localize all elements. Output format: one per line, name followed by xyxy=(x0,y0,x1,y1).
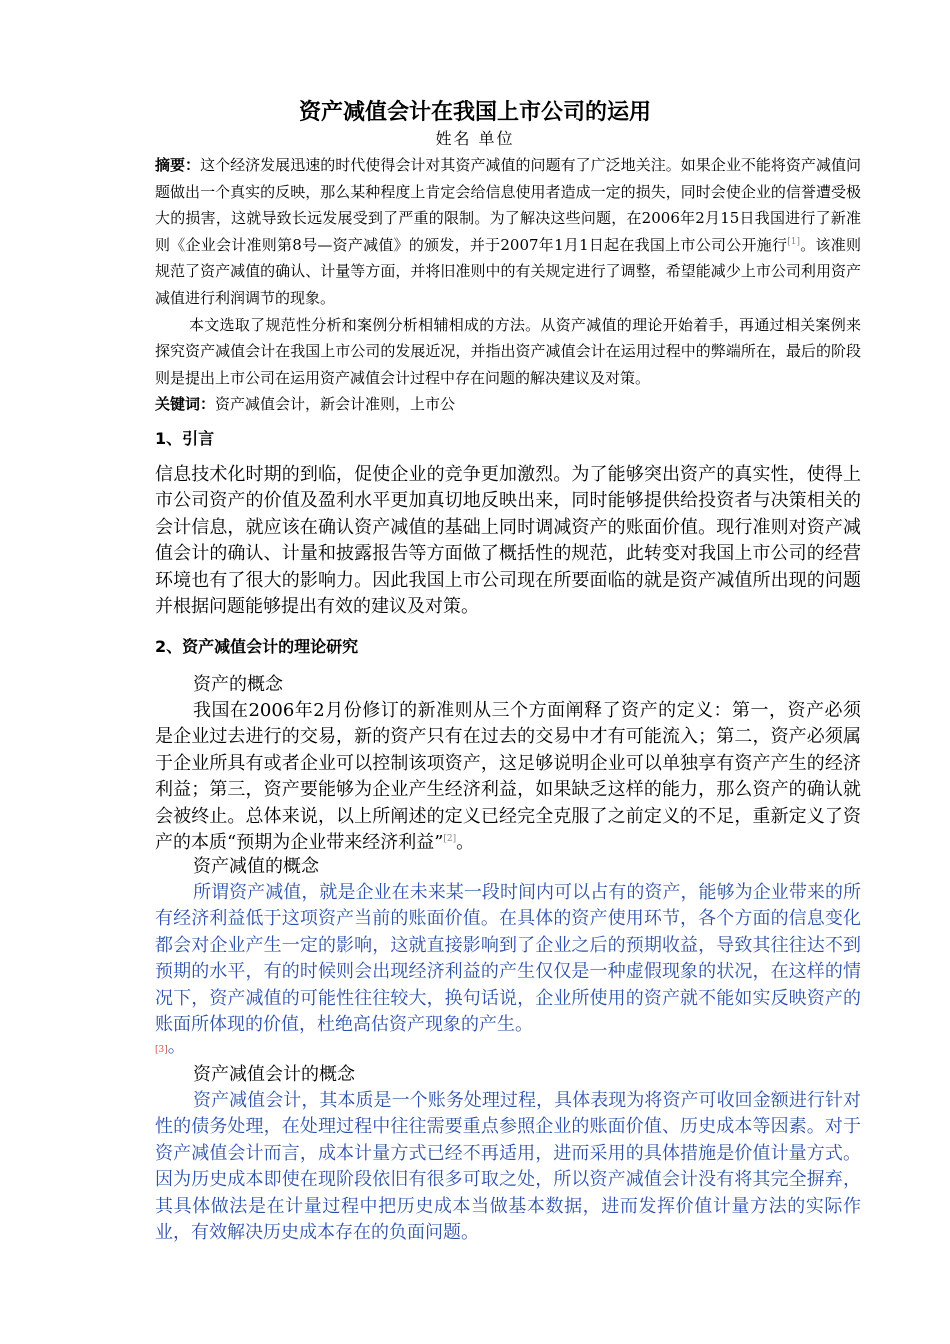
abstract-paragraph-2: 本文选取了规范性分析和案例分析相辅相成的方法。从资产减值的理论开始着手，再通过相关案例来探究资产减值会计在我国上市公司的发展近况，并指出资产减值会计在运用过程中的弊端所在，最后的阶段则是提出上市公司在运用资产减值会计过程中存在问题的解决建议及对策。 xyxy=(155,315,861,387)
abstract-paragraph xyxy=(155,152,861,312)
section-2-heading: 2、资产减值会计的理论研究 xyxy=(155,637,359,656)
keywords-label: 关键词： xyxy=(155,395,216,414)
abstract-label: 摘要： xyxy=(155,156,201,174)
subsection-impairment-accounting-body xyxy=(155,1088,861,1246)
citation-2: [2] xyxy=(443,834,457,845)
subsection-impairment-accounting-title: 资产减值会计的概念 xyxy=(193,1064,355,1085)
asset-concept-paragraph xyxy=(155,698,861,856)
impairment-concept-paragraph: 所谓资产减值，就是企业在未来某一段时间内可以占有的资产，能够为企业带来的所有经济利益低于这项资产当前的账面价值。在具体的资产使用环节，各个方面的信息变化都会对企业产生一定的影响，这就直接影响到了企业之后的预期收益，导致其往往达不到预期的水平，有的时候则会出现经济利益的产生仅仅是一种虚假现象的状况，在这样的情况下，资产减值的可能性往往较大，换句话说，企业所使用的资产就不能如实反映资产的账面所体现的价值，杜绝高估资产现象的产生。 xyxy=(155,882,861,1036)
section-1-body xyxy=(155,462,861,620)
paper-title: 资产减值会计在我国上市公司的运用 xyxy=(298,100,651,125)
impairment-concept-end: 。 xyxy=(167,1036,186,1058)
abstract-text-1: 这个经济发展迅速的时代使得会计对其资产减值的问题有了广泛地关注。如果企业不能将资产减值问题做出一个真实的反映，那么某种程度上肯定会给信息使用者造成一定的损失，同时会使企业的信誉遭受极大的损害，这就导致长远发展受到了严重的限制。为了解决这些问题，在2006年2月15日我国进行了新准则《企业会计准则第8号—资产减值》的颁发，并于2007年1月1日起在我国上市公司公开施行 xyxy=(155,156,861,254)
keywords-text: 资产减值会计，新会计准则，上市公 xyxy=(215,395,456,414)
impairment-citation-line xyxy=(155,1038,861,1059)
abstract-text-2: 。该准则规范了资产减值的确认、计量等方面，并将旧准则中的有关规定进行了调整，希望能减少上市公司利用资产减值进行利润调节的现象。 xyxy=(155,235,861,307)
author-line: 姓名 单位 xyxy=(435,129,515,148)
asset-concept-text: 我国在2006年2月份修订的新准则从三个方面阐释了资产的定义：第一，资产必须是企业过去进行的交易，新的资产只有在过去的交易中才有可能流入；第二，资产必须属于企业所具有或者企业可以控制该项资产，这足够说明企业可以单独享有资产产生的经济利益；第三，资产要能够为企业产生经济利益，如果缺乏这样的能力，那么资产的确认就会被终止。总体来说，以上所阐述的定义已经完全克服了之前定义的不足，重新定义了资产的本质“预期为企业带来经济利益” xyxy=(155,700,861,854)
citation-3: [3] xyxy=(155,1045,168,1056)
subsection-asset-concept-body xyxy=(155,698,861,856)
keywords-line xyxy=(155,391,861,418)
section-1-heading: 1、引言 xyxy=(155,429,215,448)
section-1-paragraph: 信息技术化时期的到临，促使企业的竞争更加激烈。为了能够突出资产的真实性，使得上市公司资产的价值及盈利水平更加真切地反映出来，同时能够提供给投资者与决策相关的会计信息，就应该在确认资产减值的基础上同时调减资产的账面价值。现行准则对资产减值会计的确认、计量和披露报告等方面做了概括性的规范，此转变对我国上市公司的经营环境也有了很大的影响力。因此我国上市公司现在所要面临的就是资产减值所出现的问题并根据问题能够提出有效的建议及对策。 xyxy=(155,464,861,618)
subsection-asset-concept-title: 资产的概念 xyxy=(193,674,283,695)
citation-1: [1] xyxy=(787,236,800,247)
subsection-impairment-concept-title: 资产减值的概念 xyxy=(193,856,319,877)
impairment-accounting-paragraph: 资产减值会计，其本质是一个账务处理过程，具体表现为将资产可收回金额进行针对性的债务处理，在处理过程中往往需要重点参照企业的账面价值、历史成本等因素。对于资产减值会计而言，成本计量方式已经不再适用，进而采用的具体措施是价值计量方式。因为历史成本即使在现阶段依旧有很多可取之处，所以资产减值会计没有将其完全摒弃，其具体做法是在计量过程中把历史成本当做基本数据，进而发挥价值计量方法的实际作业，有效解决历史成本存在的负面问题。 xyxy=(155,1090,861,1244)
abstract-block xyxy=(155,152,861,418)
asset-concept-end: 。 xyxy=(456,832,475,854)
subsection-impairment-concept-body xyxy=(155,880,861,1059)
